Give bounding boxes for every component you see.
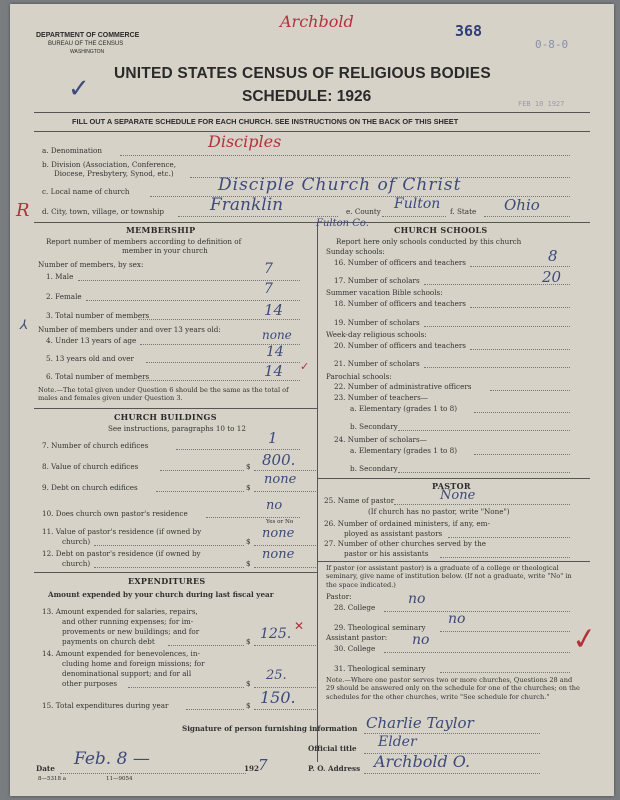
form-subtitle: SCHEDULE: 1926: [242, 88, 372, 105]
denomination-value: Disciples: [208, 132, 282, 151]
county-value: Fulton: [394, 196, 441, 212]
state-label: f. State: [450, 207, 477, 216]
q16-label: 16. Number of officers and teachers: [334, 258, 466, 267]
q19-label: 19. Number of scholars: [334, 318, 420, 327]
q9-label: 9. Debt on church edifices: [42, 483, 138, 492]
q26-label-2: ployed as assistant pastors: [344, 529, 443, 538]
q12-label-2: church): [62, 559, 91, 568]
church-name-label: c. Local name of church: [42, 187, 130, 196]
schedule-number: 368: [455, 22, 483, 40]
q6-label: 6. Total number of members: [46, 372, 150, 381]
q4-label: 4. Under 13 years of age: [46, 336, 137, 345]
q3-label: 3. Total number of members: [46, 311, 150, 320]
q11-label-2: church): [62, 537, 91, 546]
q23a-label: a. Elementary (grades 1 to 8): [350, 404, 457, 413]
q13-label-2: and other running expenses; for im-: [62, 617, 194, 626]
division-label-2: Diocese, Presbytery, Synod, etc.): [54, 169, 174, 178]
church-name-value: Disciple Church of Christ: [218, 175, 462, 195]
date-value: Feb. 8 —: [74, 749, 150, 769]
expenditures-heading: EXPENDITURES: [128, 576, 206, 586]
q8-value: 800.: [262, 451, 296, 469]
q17-value: 20: [542, 268, 562, 286]
q9-dollar: $: [246, 483, 251, 492]
year-prefix: 192: [244, 764, 260, 773]
q10-value: no: [266, 498, 283, 513]
q6-value: 14: [264, 362, 284, 380]
q18-label: 18. Number of officers and teachers: [334, 299, 466, 308]
county-label: e. County: [346, 207, 381, 216]
q27-label: 27. Number of other churches served by the: [324, 539, 487, 548]
q7-value: 1: [268, 429, 278, 447]
q13-dollar: $: [246, 637, 251, 646]
q13-label: 13. Amount expended for salaries, repairs,: [42, 607, 198, 616]
q8-label: 8. Value of church edifices: [42, 462, 139, 471]
year-value: 7: [258, 756, 268, 774]
received-stamp: FEB 10 1927: [518, 100, 565, 108]
file-code: 0-8-0: [535, 38, 569, 51]
q23-label: 23. Number of teachers—: [334, 393, 428, 402]
q14-dollar: $: [246, 679, 251, 688]
pastor-note: Note.—Where one pastor serves two or more churches, Questions 28 and 29 should be answered only on the schedule for one of the churches; on the schedules for the other churches, write "See schedule for church.": [326, 676, 580, 701]
membership-note: Note.—The total given under Question 6 should be the same as the total of males and females given under Question 3.: [38, 386, 289, 403]
q8-dollar: $: [246, 462, 251, 471]
date-label: Date: [36, 764, 55, 773]
schools-heading: CHURCH SCHOOLS: [394, 225, 488, 235]
red-x-mark-icon: ✕: [294, 619, 305, 633]
form-title: UNITED STATES CENSUS OF RELIGIOUS BODIES: [114, 65, 491, 82]
q13-label-4: payments on church debt: [62, 637, 155, 646]
q1-label: 1. Male: [46, 272, 74, 281]
check-mark-icon: ✓: [68, 74, 90, 104]
red-check-icon-large: ✓: [569, 620, 600, 659]
membership-intro: Report number of members according to definition of: [46, 237, 242, 246]
age-heading: Number of members under and over 13 years old:: [38, 325, 221, 334]
yes-no-hint: Yes or No: [266, 519, 294, 525]
q24b-label: b. Secondary: [350, 464, 398, 473]
q12-label: 12. Debt on pastor's residence (if owned by: [42, 549, 201, 558]
q13-label-3: provements or new buildings; and for: [62, 627, 200, 636]
q30-value: no: [412, 632, 430, 648]
q15-label: 15. Total expenditures during year: [42, 701, 169, 710]
q14-label-2: cluding home and foreign missions; for: [62, 659, 205, 668]
q10-label: 10. Does church own pastor's residence: [42, 509, 188, 518]
official-title-value: Elder: [378, 734, 417, 750]
buildings-subheading: See instructions, paragraphs 10 to 12: [108, 424, 246, 433]
state-value: Ohio: [504, 196, 540, 214]
city-label: d. City, town, village, or township: [42, 207, 165, 216]
membership-intro-2: member in your church: [122, 246, 208, 255]
q12-dollar: $: [246, 559, 251, 568]
q1-value: 7: [264, 261, 273, 277]
q15-value: 150.: [260, 688, 296, 707]
q28-value: no: [408, 591, 426, 607]
assistant-pastor-subheading: Assistant pastor:: [326, 633, 388, 642]
pastor-subheading: Pastor:: [326, 592, 352, 601]
q2-label: 2. Female: [46, 292, 82, 301]
q4-value: none: [262, 328, 292, 342]
q24a-label: a. Elementary (grades 1 to 8): [350, 446, 457, 455]
q22-label: 22. Number of administrative officers: [334, 382, 472, 391]
q12-value: none: [262, 547, 295, 562]
sunday-schools-heading: Sunday schools:: [326, 247, 385, 256]
q3-value: 14: [264, 301, 284, 319]
weekday-schools-heading: Week-day religious schools:: [326, 330, 427, 339]
q7-label: 7. Number of church edifices: [42, 441, 149, 450]
handwritten-town-note: Archbold: [280, 12, 354, 31]
signature-value: Charlie Taylor: [366, 714, 474, 732]
po-address-value: Archbold O.: [374, 752, 471, 771]
q21-label: 21. Number of scholars: [334, 359, 420, 368]
q11-dollar: $: [246, 537, 251, 546]
q25-value: None: [440, 488, 476, 503]
q14-label-3: denominational support; and for all: [62, 669, 192, 678]
q24-label: 24. Number of scholars—: [334, 435, 427, 444]
form-number: 8—5318 a: [38, 776, 67, 782]
parochial-schools-heading: Parochial schools:: [326, 372, 392, 381]
signature-label: Signature of person furnishing information: [182, 724, 358, 733]
q26-label: 26. Number of ordained ministers, if any, em-: [324, 519, 490, 528]
q30-label: 30. College: [334, 644, 376, 653]
red-check-icon: ✓: [300, 360, 310, 373]
census-schedule-page: [10, 4, 614, 796]
bureau-name: BUREAU OF THE CENSUS: [48, 41, 124, 47]
q28-label: 28. College: [334, 603, 376, 612]
q14-label-4: other purposes: [62, 679, 118, 688]
vacation-schools-heading: Summer vacation Bible schools:: [326, 288, 443, 297]
denomination-label: a. Denomination: [42, 146, 102, 155]
print-number: 11—9054: [106, 776, 133, 782]
q14-label: 14. Amount expended for benevolences, in-: [42, 649, 200, 658]
q13-value: 125.: [260, 626, 292, 642]
q31-label: 31. Theological seminary: [334, 664, 426, 673]
city-value: Franklin: [210, 195, 284, 215]
instruction-line: FILL OUT A SEPARATE SCHEDULE FOR EACH CHURCH. SEE INSTRUCTIONS ON THE BACK OF THIS SHEET: [72, 117, 459, 126]
q16-value: 8: [548, 247, 558, 265]
buildings-heading: CHURCH BUILDINGS: [114, 412, 217, 422]
po-address-label: P. O. Address: [308, 764, 361, 773]
division-label: b. Division (Association, Conference,: [42, 160, 177, 169]
expenditures-subheading: Amount expended by your church during last fiscal year: [48, 590, 274, 599]
q29-value: no: [448, 611, 466, 627]
margin-mark-r: R: [16, 200, 30, 221]
by-sex-heading: Number of members, by sex:: [38, 260, 144, 269]
q25-note: (If church has no pastor, write "None"): [368, 507, 510, 516]
county-note: Fulton Co.: [316, 218, 369, 229]
q17-label: 17. Number of scholars: [334, 276, 420, 285]
official-title-label: Official title: [308, 744, 357, 753]
bureau-city: WASHINGTON: [70, 49, 105, 55]
q9-value: none: [264, 472, 297, 487]
q23b-label: b. Secondary: [350, 422, 398, 431]
margin-mark-left: ⅄: [20, 318, 28, 333]
q20-label: 20. Number of officers and teachers: [334, 341, 466, 350]
q29-label: 29. Theological seminary: [334, 623, 426, 632]
graduate-note: If pastor (or assistant pastor) is a graduate of a college or theological seminary, give name of institution below. (If not a graduate, write "No" in the space indicated.): [326, 564, 572, 589]
q11-label: 11. Value of pastor's residence (if owned by: [42, 527, 202, 536]
membership-heading: MEMBERSHIP: [126, 225, 196, 235]
q5-label: 5. 13 years old and over: [46, 354, 134, 363]
q25-label: 25. Name of pastor: [324, 496, 395, 505]
q2-value: 7: [264, 281, 273, 297]
q14-value: 25.: [266, 668, 287, 683]
schools-intro: Report here only schools conducted by this church: [336, 237, 522, 246]
q11-value: none: [262, 526, 295, 541]
q27-label-2: pastor or his assistants: [344, 549, 429, 558]
q15-dollar: $: [246, 701, 251, 710]
department-name: DEPARTMENT OF COMMERCE: [36, 32, 140, 39]
pastor-heading: PASTOR: [432, 481, 471, 491]
q5-value: 14: [266, 344, 284, 360]
